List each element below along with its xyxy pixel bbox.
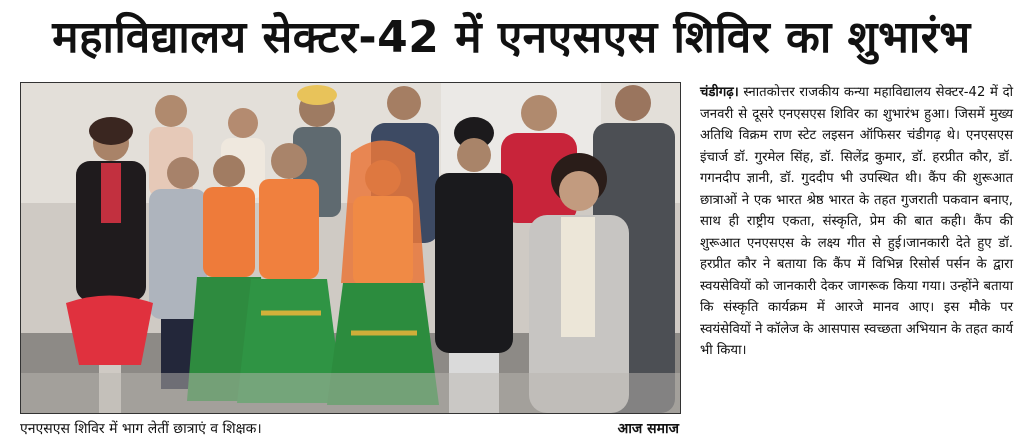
article-text: स्नातकोत्तर राजकीय कन्या महाविद्यालय सेक्टर-42 में दो जनवरी से दूसरे एनएसएस शिविर का शुभारंभ हुआ। जिसमें मुख्य अतिथि विक्रम राण स्टेट लइसन ऑफिसर चंडीगढ़ थे। एनएसएस इंचार्ज डॉ. गुरमेल सिंह, डॉ. सिलेंद्र कुमार, डॉ. हरप्रीत कौर, डॉ. गगनदीप ज्ञानी, डॉ. गुददीप भी उपस्थित थी। कैंप की शुरूआत छात्राओं ने एक भारत श्रेष्ठ भारत के तहत गुजराती पकवान बनाए, साथ ही राष्ट्रीय एकता, संस्कृति, प्रेम की बात कही। कैंप की शुरूआत एनएसएस के लक्ष्य गीत से हुई।जानकारी देते हुए डॉ. हरप्रीत कौर ने बताया कि कैंप में विभिन्न रिसोर्स पर्सन के द्वारा स्वयसेवियों को जानकारी देकर जागरूक किया गया। उन्होंने बताया कि संस्कृति कार्यक्रम में आरजे मानव आए। इस मौके पर स्वयंसेवियों ने कॉलेज के आसपास स्वच्छता अभियान के तहत कार्य भी किया। bbox=[700, 85, 1013, 358]
article-body bbox=[700, 82, 1013, 444]
dateline: चंडीगढ़। bbox=[700, 85, 739, 100]
photo-caption: एनएसएस शिविर में भाग लेतीं छात्राएं व शिक्षक। bbox=[20, 421, 262, 437]
headline: महाविद्यालय सेक्टर-42 में एनएसएस शिविर का शुभारंभ bbox=[52, 12, 971, 63]
photo-source: आज समाज bbox=[617, 421, 679, 437]
news-photo bbox=[20, 82, 681, 414]
